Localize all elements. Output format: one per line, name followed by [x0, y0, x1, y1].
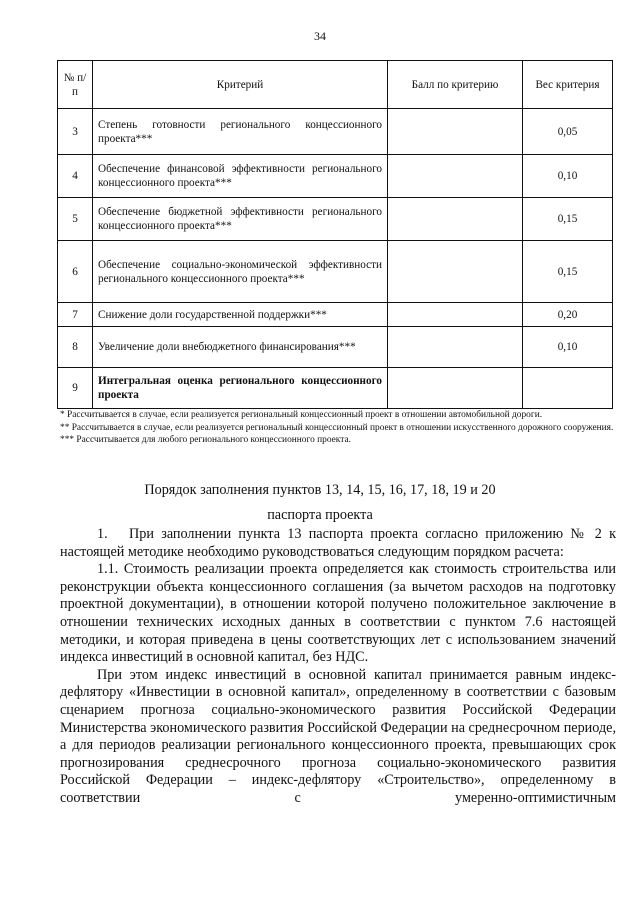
row-score: [388, 109, 523, 155]
header-score: Балл по критерию: [388, 61, 523, 109]
paragraph: 1. При заполнении пункта 13 паспорта проекта согласно приложению № 2 к настоящей методике необходимо руководствоваться следующим порядком расчета:: [60, 526, 616, 560]
row-weight: 0,10: [523, 155, 613, 198]
row-score: [388, 303, 523, 327]
table-row: [58, 241, 613, 303]
page-number: 34: [314, 29, 326, 43]
footnote: *** Рассчитывается для любого регионального концессионного проекта.: [60, 435, 351, 446]
criteria-table: [57, 60, 613, 409]
table-row-total: [58, 368, 613, 409]
table-row: [58, 198, 613, 241]
row-criterion: Обеспечение социально-экономической эффективности регионального концессионного проекта***: [93, 241, 388, 303]
section-title: Порядок заполнения пунктов 13, 14, 15, 16, 17, 18, 19 и 20: [144, 482, 496, 498]
row-criterion-integral: Интегральная оценка регионального концессионного проекта: [93, 368, 388, 409]
footnote: * Рассчитывается в случае, если реализуется региональный концессионный проект в отношении автомобильной дороги.: [60, 410, 543, 420]
row-num: 4: [58, 155, 93, 198]
header-num: № п/п: [58, 61, 93, 109]
body-text: [60, 526, 616, 808]
row-num: 5: [58, 198, 93, 241]
row-weight: 0,05: [523, 109, 613, 155]
section-subtitle: паспорта проекта: [267, 507, 373, 523]
row-weight: [523, 368, 613, 409]
row-score: [388, 368, 523, 409]
row-weight: 0,10: [523, 327, 613, 368]
header-weight: Вес критерия: [523, 61, 613, 109]
row-num: 3: [58, 109, 93, 155]
row-num: 8: [58, 327, 93, 368]
footnote: ** Рассчитывается в случае, если реализуется региональный концессионный проект в отношении искусственного дорожного сооружения.: [60, 422, 614, 433]
row-score: [388, 327, 523, 368]
row-weight: 0,20: [523, 303, 613, 327]
row-score: [388, 155, 523, 198]
row-criterion: Увеличение доли внебюджетного финансирования***: [93, 327, 388, 368]
row-weight: 0,15: [523, 241, 613, 303]
table-row: [58, 109, 613, 155]
table-row: [58, 303, 613, 327]
row-num: 9: [58, 368, 93, 409]
table-row: [58, 327, 613, 368]
row-num: 7: [58, 303, 93, 327]
row-score: [388, 241, 523, 303]
header-criterion: Критерий: [93, 61, 388, 109]
row-criterion: Обеспечение финансовой эффективности регионального концессионного проекта***: [93, 155, 388, 198]
footnotes: [60, 409, 615, 447]
row-criterion: Снижение доли государственной поддержки***: [93, 303, 388, 327]
table-row: [58, 155, 613, 198]
row-weight: 0,15: [523, 198, 613, 241]
paragraph: 1.1. Стоимость реализации проекта определяется как стоимость строительства или реконструкции объекта концессионного соглашения (за вычетом расходов на подготовку проектной документации), в отношении которой получено положительное заключение в отношении технических исходных данных в соответствии с пунктом 7.6 настоящей методики, и которая приведена в цены соответствующих лет с использованием значений индекса инвестиций в основной капитал, без НДС.: [60, 561, 616, 666]
row-criterion: Степень готовности регионального концессионного проекта***: [93, 109, 388, 155]
row-num: 6: [58, 241, 93, 303]
row-criterion: Обеспечение бюджетной эффективности регионального концессионного проекта***: [93, 198, 388, 241]
table-header-row: [58, 61, 613, 109]
row-score: [388, 198, 523, 241]
paragraph: При этом индекс инвестиций в основной капитал принимается равным индекс-дефлятору «Инвестиции в основной капитал», определенному в соответствии с базовым сценарием прогноза социально-экономического развития Российской Федерации Министерства экономического развития Российской Федерации на среднесрочном периоде, а для периодов реализации регионального концессионного проекта, превышающих срок прогнозирования среднесрочного прогноза социально-экономического развития Российской Федерации – индекс-дефлятору «Строительство», определенному в соответствии с умеренно-оптимистичным: [60, 666, 617, 806]
